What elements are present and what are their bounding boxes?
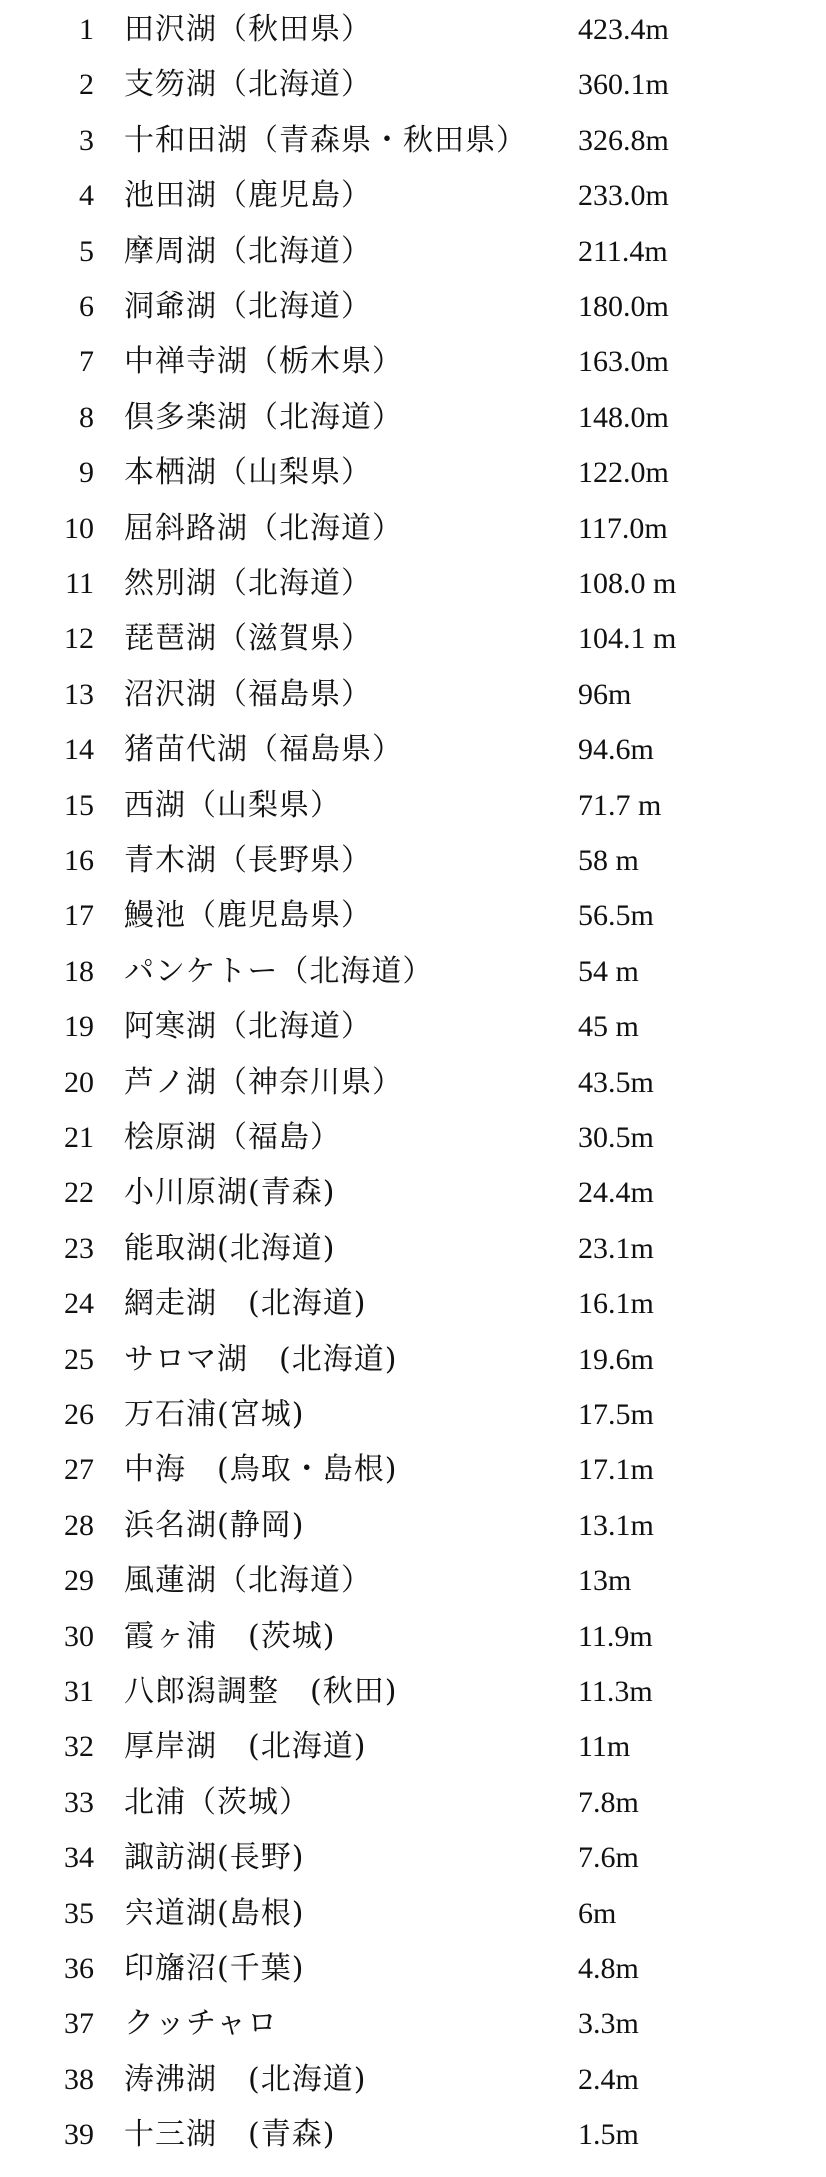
lake-depth: 94.6m [578, 733, 654, 767]
lake-row [0, 1498, 826, 1553]
lake-name: 印旛沼(千葉) [124, 1951, 305, 1986]
lake-name: 北浦（茨城） [124, 1784, 310, 1820]
lake-depth: 11.3m [578, 1675, 653, 1708]
lake-depth: 11m [578, 1730, 631, 1764]
lake-rank: 10 [64, 511, 94, 545]
lake-rank: 37 [64, 2007, 94, 2041]
lake-row [0, 445, 826, 500]
lake-depth: 54 m [578, 954, 639, 988]
lake-rank: 14 [64, 733, 94, 767]
lake-name: 八郎潟調整 (秋田) [124, 1674, 398, 1709]
lake-name: クッチャロ [124, 2006, 279, 2042]
lake-row [0, 1941, 826, 1996]
lake-rank: 19 [64, 1010, 94, 1044]
lake-row [0, 1442, 826, 1497]
lake-rank: 29 [64, 1564, 94, 1598]
lake-depth: 233.0m [578, 179, 669, 213]
lake-depth: 13.1m [578, 1508, 654, 1542]
lake-rank: 11 [65, 567, 94, 600]
lake-row [0, 1276, 826, 1331]
lake-name: 小川原湖(青森) [124, 1175, 336, 1211]
lake-rank: 36 [64, 1952, 94, 1985]
lake-row [0, 888, 826, 943]
lake-depth: 211.4m [578, 234, 668, 268]
lake-depth: 423.4m [578, 13, 669, 46]
lake-name: 阿寒湖（北海道） [124, 1009, 372, 1045]
lake-depth: 45 m [578, 1010, 639, 1044]
lake-name: 桧原湖（福島） [124, 1120, 341, 1155]
lake-rank: 23 [64, 1231, 94, 1265]
lake-row [0, 1165, 826, 1220]
lake-name: 中海 (鳥取・島根) [124, 1452, 398, 1488]
lake-rank: 7 [79, 345, 94, 379]
lake-depth: 3.3m [578, 2007, 639, 2041]
lake-rank: 31 [64, 1675, 94, 1708]
lake-rank: 12 [64, 622, 94, 656]
lake-row [0, 999, 826, 1054]
lake-depth: 58 m [578, 844, 639, 877]
lake-depth: 56.5m [578, 899, 654, 933]
lake-rank: 6 [79, 290, 94, 323]
lake-depth: 13m [578, 1564, 632, 1598]
lake-depth: 6m [578, 1896, 617, 1930]
lake-name: 屈斜路湖（北海道） [124, 510, 403, 546]
lake-depth: 11.9m [578, 1619, 653, 1653]
lake-name: 支笏湖（北海道） [124, 67, 372, 103]
lake-name: 十和田湖（青森県・秋田県） [124, 122, 527, 158]
lake-rank: 34 [64, 1841, 94, 1875]
lake-row [0, 1221, 826, 1276]
lake-name: 風蓮湖（北海道） [124, 1563, 372, 1599]
lake-row [0, 334, 826, 389]
lake-rank: 22 [64, 1176, 94, 1210]
lake-depth: 360.1m [578, 68, 669, 102]
lake-depth: 30.5m [578, 1121, 654, 1154]
lake-depth: 163.0m [578, 345, 669, 379]
lake-depth: 117.0m [578, 511, 668, 545]
lake-name: 宍道湖(島根) [124, 1895, 305, 1931]
lake-name: 万石浦(宮城) [124, 1397, 305, 1432]
lake-row [0, 1775, 826, 1830]
lake-name: 涛沸湖 (北海道) [124, 2061, 367, 2097]
lake-rank: 27 [64, 1453, 94, 1487]
lake-name: 中禅寺湖（栃木県） [124, 344, 403, 380]
lake-row [0, 168, 826, 223]
lake-rank: 28 [64, 1508, 94, 1542]
lake-rank: 5 [79, 234, 94, 268]
lake-name: 倶多楽湖（北海道） [124, 399, 403, 435]
lake-name: 然別湖（北海道） [124, 566, 372, 601]
lake-depth: 19.6m [578, 1342, 654, 1376]
lake-depth: 43.5m [578, 1065, 654, 1099]
lake-name: 摩周湖（北海道） [124, 233, 372, 269]
lake-row [0, 722, 826, 777]
lake-name: 十三湖 (青森) [124, 2117, 336, 2153]
lake-row [0, 778, 826, 833]
lake-rank: 39 [64, 2118, 94, 2152]
lake-name: 厚岸湖 (北海道) [124, 1729, 367, 1765]
lake-rank: 1 [79, 13, 94, 46]
lake-rank: 16 [64, 844, 94, 877]
lake-rank: 15 [64, 788, 94, 822]
lake-row [0, 1996, 826, 2051]
lake-name: 琵琶湖（滋賀県） [124, 621, 372, 657]
lake-name: 洞爺湖（北海道） [124, 289, 372, 324]
lake-rank: 2 [79, 68, 94, 102]
lake-row [0, 1553, 826, 1608]
lake-depth: 104.1 m [578, 622, 677, 656]
lake-row [0, 944, 826, 999]
lake-name: 能取湖(北海道) [124, 1230, 336, 1266]
lake-rank: 24 [64, 1287, 94, 1321]
lake-name: 西湖（山梨県） [124, 787, 341, 823]
lake-depth: 23.1m [578, 1231, 654, 1265]
lake-name: サロマ湖 (北海道) [124, 1341, 398, 1377]
lake-row [0, 1055, 826, 1110]
lake-row [0, 1387, 826, 1442]
lake-name: 青木湖（長野県） [124, 843, 372, 878]
lake-rank: 26 [64, 1398, 94, 1431]
lake-row [0, 611, 826, 666]
lake-row [0, 113, 826, 168]
lake-rank: 32 [64, 1730, 94, 1764]
lake-name: 芦ノ湖（神奈川県） [124, 1064, 403, 1100]
lake-depth: 96m [578, 677, 632, 711]
lake-rank: 30 [64, 1619, 94, 1653]
lake-rank: 13 [64, 677, 94, 711]
lake-row [0, 2, 826, 57]
lake-rank: 33 [64, 1785, 94, 1819]
lake-row [0, 1886, 826, 1941]
lake-depth: 16.1m [578, 1287, 654, 1321]
lake-rank: 9 [79, 456, 94, 490]
lake-rank: 3 [79, 123, 94, 157]
lake-name: 猪苗代湖（福島県） [124, 732, 403, 768]
lake-depth: 108.0 m [578, 567, 677, 600]
lake-row [0, 1830, 826, 1885]
lake-rank: 17 [64, 899, 94, 933]
lake-row [0, 556, 826, 611]
lake-name: パンケトー（北海道） [124, 953, 434, 989]
lake-name: 浜名湖(静岡) [124, 1507, 305, 1543]
lake-depth: 122.0m [578, 456, 669, 490]
lake-name: 網走湖 (北海道) [124, 1286, 367, 1322]
lake-depth: 180.0m [578, 290, 669, 323]
lake-depth: 1.5m [578, 2118, 639, 2152]
lake-depth: 71.7 m [578, 788, 662, 822]
lake-rank: 21 [64, 1121, 94, 1154]
lake-row [0, 1332, 826, 1387]
lake-depth: 7.6m [578, 1841, 639, 1875]
lake-rank: 25 [64, 1342, 94, 1376]
lake-row [0, 57, 826, 112]
lake-row [0, 833, 826, 888]
lake-depth: 17.5m [578, 1398, 654, 1431]
lake-row [0, 1719, 826, 1774]
lake-rank: 20 [64, 1065, 94, 1099]
lake-rank: 38 [64, 2062, 94, 2096]
lake-rank: 35 [64, 1896, 94, 1930]
lake-row [0, 667, 826, 722]
lake-depth: 148.0m [578, 400, 669, 434]
lake-name: 池田湖（鹿児島） [124, 178, 372, 214]
lake-rank: 18 [64, 954, 94, 988]
lake-row [0, 1110, 826, 1165]
lake-depth: 2.4m [578, 2062, 639, 2096]
lake-name: 鰻池（鹿児島県） [124, 898, 372, 934]
lake-depth: 17.1m [578, 1453, 654, 1487]
lake-name: 田沢湖（秋田県） [124, 12, 372, 47]
lake-row [0, 2052, 826, 2107]
lake-row [0, 1609, 826, 1664]
lake-name: 霞ヶ浦 (茨城) [124, 1618, 336, 1654]
lake-depth: 24.4m [578, 1176, 654, 1210]
lake-depth: 7.8m [578, 1785, 639, 1819]
lake-name: 諏訪湖(長野) [124, 1840, 305, 1876]
lake-depth: 326.8m [578, 123, 669, 157]
lake-row [0, 279, 826, 334]
lake-row [0, 501, 826, 556]
lake-rank: 4 [79, 179, 94, 213]
lake-rank: 8 [79, 400, 94, 434]
lake-name: 沼沢湖（福島県） [124, 676, 372, 712]
lake-name: 本栖湖（山梨県） [124, 455, 372, 491]
lake-row [0, 1664, 826, 1719]
lake-row [0, 2107, 826, 2162]
lake-row [0, 224, 826, 279]
lake-row [0, 390, 826, 445]
lake-depth: 4.8m [578, 1952, 639, 1985]
